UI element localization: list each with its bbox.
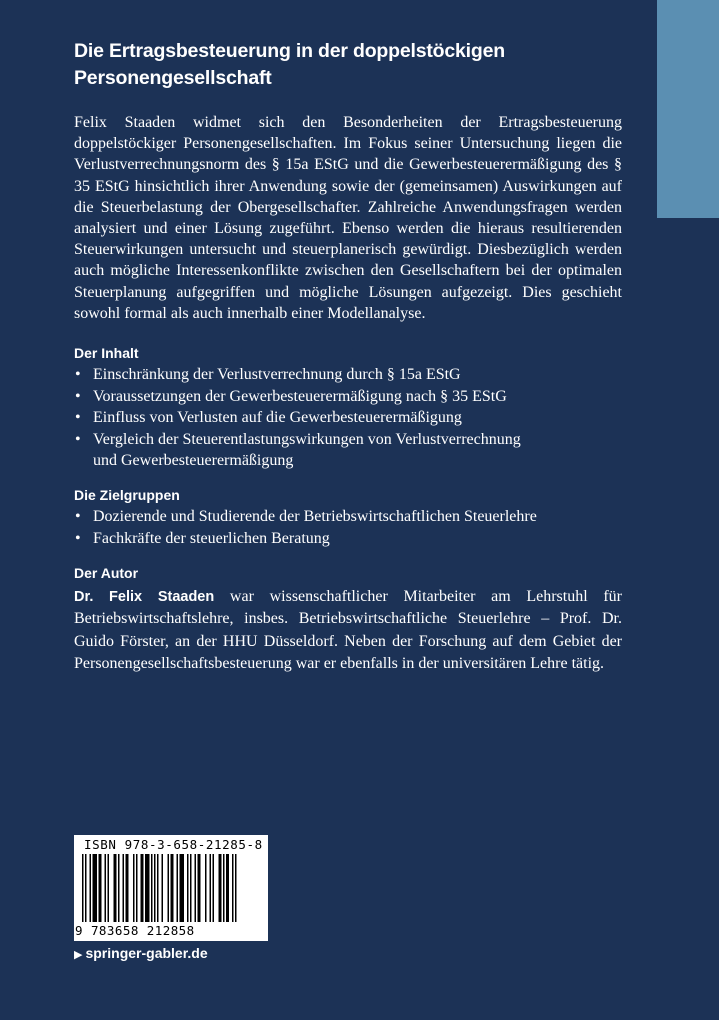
barcode-bar — [108, 854, 110, 922]
barcode-bar — [123, 854, 125, 922]
publisher-website[interactable] — [74, 944, 208, 964]
ean-number: 9 783658 212858 — [75, 923, 195, 938]
barcode-bar — [226, 854, 229, 922]
barcode-bar — [82, 854, 84, 922]
bullet-icon: • — [75, 366, 81, 383]
section-heading-autor: Der Autor — [74, 565, 139, 581]
barcode-bar — [223, 854, 225, 922]
barcode-bar — [232, 854, 234, 922]
barcode-bar — [157, 854, 159, 922]
inhalt-list — [74, 364, 634, 472]
barcode-bar — [154, 854, 156, 922]
barcode-bar — [177, 854, 179, 922]
author-paragraph — [74, 586, 622, 676]
barcode-bar — [141, 854, 144, 922]
section-heading-zielgruppen: Die Zielgruppen — [74, 487, 180, 503]
barcode-bar — [205, 854, 207, 922]
barcode-bar — [145, 854, 150, 922]
barcode-bar — [198, 854, 201, 922]
bullet-icon: • — [75, 529, 81, 547]
barcode-bar — [219, 854, 222, 922]
isbn-barcode — [74, 835, 268, 941]
barcode-bar — [195, 854, 197, 922]
barcode-bar — [213, 854, 215, 922]
bullet-icon: • — [75, 430, 81, 448]
barcode-bar — [114, 854, 117, 922]
bullet-icon: • — [75, 387, 81, 405]
barcode-bar — [168, 854, 170, 922]
book-title — [74, 38, 634, 92]
bullet-icon: • — [75, 409, 81, 426]
barcode-bar — [99, 854, 102, 922]
barcode-bar — [171, 854, 174, 922]
barcode-bar — [105, 854, 107, 922]
section-heading-inhalt: Der Inhalt — [74, 345, 139, 361]
zielgruppen-list — [74, 506, 634, 549]
list-item-continuation: und Gewerbesteuerermäßigung — [93, 452, 294, 469]
isbn-number: ISBN 978-3-658-21285-8 — [84, 837, 263, 852]
corner-accent-tab — [657, 0, 719, 218]
list-item: • Fachkräfte der steuerlichen Beratung — [74, 528, 634, 550]
barcode-bar — [190, 854, 192, 922]
barcode-bar — [133, 854, 135, 922]
barcode-bars — [82, 854, 262, 922]
barcode-bar — [136, 854, 138, 922]
title-line-2: Personengesellschaft — [74, 67, 272, 89]
list-item: • Einfluss von Verlusten auf die Gewerbesteuerermäßigung — [74, 407, 634, 429]
list-item: • Voraussetzungen der Gewerbesteuerermäßigung nach § 35 EStG — [74, 386, 634, 408]
bullet-icon: • — [75, 508, 81, 525]
list-item: • Einschränkung der Verlustverrechnung durch § 15a EStG — [74, 364, 634, 386]
barcode-bar — [118, 854, 120, 922]
author-bio: war wissenschaftlicher Mitarbeiter am Lehrstuhl für Betriebswirtschaftslehre, insbes. Betriebswirtschaftliche Steuerlehre – Prof. Dr. Guido Förster, an der HHU Düsseldorf. Neben der Forschung auf dem Gebiet der Personengesellschaftsbesteuerung war er ebenfalls in der universitären Lehre tätig. — [74, 588, 623, 673]
barcode-bar — [235, 854, 237, 922]
barcode-bar — [210, 854, 212, 922]
intro-paragraph: Felix Staaden widmet sich den Besonderheiten der Ertragsbesteuerung doppelstöckiger Personengesellschaften. Im Fokus seiner Untersuchung liegen die Verlustverrechnungsnorm des § 15a EStG und die Gewerbesteuerermäßigung des § 35 EStG hinsichtlich ihrer Anwendung sowie der (gemeinsamen) Auswirkungen auf die Steuerbelastung der Obergesellschafter. Zahlreiche Anwendungsfragen werden analysiert und einer Lösung zugeführt. Ebenso werden die hieraus resultierenden Steuerwirkungen untersucht und steuerplanerisch gewürdigt. Diesbezüglich werden auch mögliche Interessenkonflikte zwischen den Gesellschaftern bei der optimalen Steuerplanung aufgegriffen und mögliche Lösungen aufgezeigt. Dies geschieht sowohl formal als auch innerhalb einer Modellanalyse. — [74, 114, 622, 322]
list-item: • Dozierende und Studierende der Betriebswirtschaftlichen Steuerlehre — [74, 506, 634, 528]
barcode-bar — [180, 854, 185, 922]
barcode-bar — [85, 854, 87, 922]
barcode-bar — [126, 854, 129, 922]
author-name: Dr. Felix Staaden — [74, 589, 215, 605]
list-item: • Vergleich der Steuerentlastungswirkungen von Verlustverrechnung — [74, 429, 634, 451]
arrow-right-icon: ▶ — [74, 949, 83, 961]
barcode-bar — [187, 854, 189, 922]
barcode-bar — [151, 854, 153, 922]
barcode-bar — [90, 854, 92, 922]
website-link[interactable]: springer-gabler.de — [85, 945, 208, 961]
title-line-1: Die Ertragsbesteuerung in der doppelstöckigen — [74, 40, 505, 62]
barcode-bar — [162, 854, 164, 922]
barcode-bar — [93, 854, 98, 922]
